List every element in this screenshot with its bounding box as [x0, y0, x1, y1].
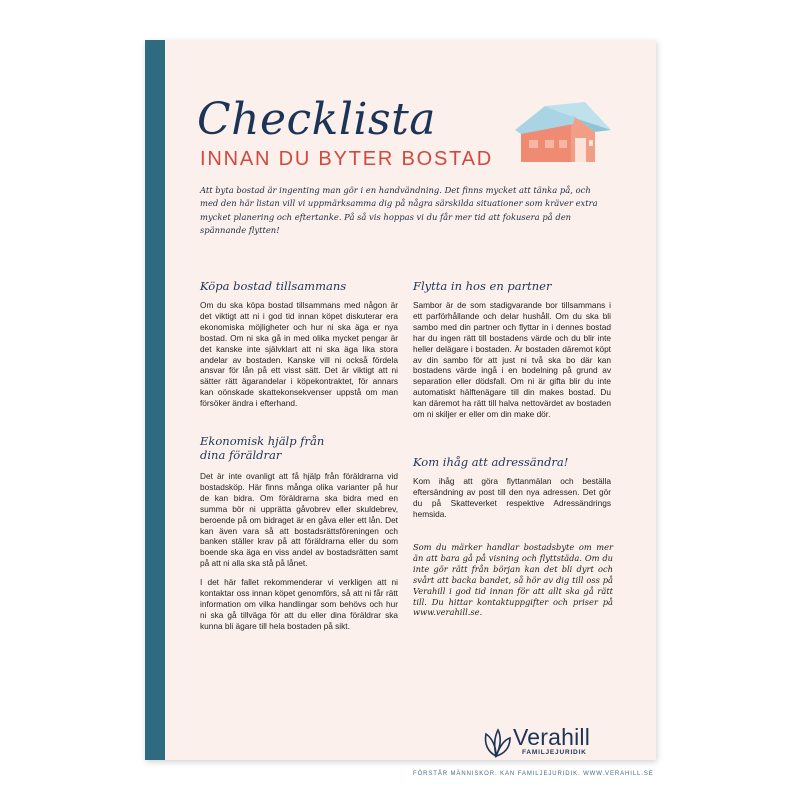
- section-body-kom-ihag: Kom ihåg att göra flyttanmälan och beställa eftersändning av post till den nya adressen. Det gör du på Skatteverket respektive Adressändrings hemsida.: [413, 476, 611, 519]
- section-heading-ekonomisk: Ekonomisk hjälp från dina föräldrar: [200, 434, 325, 462]
- intro-text: Att byta bostad är ingenting man gör i en handvändning. Det finns mycket att tänka på, och med den här listan vill vi uppmärksamma dig på några särskilda situationer som kräver extra mycket planering och eftertanke. På så vis hoppas vi du får mer tid att fokusera på den spännande flytten!: [200, 185, 598, 235]
- section-heading-kom-ihag: Kom ihåg att adressändra!: [413, 455, 569, 469]
- section-heading-kopa: Köpa bostad tillsammans: [200, 279, 347, 293]
- section-body-ekonomisk-1: Det är inte ovanligt att få hjälp från föräldrarna vid bostadsköp. Här finns många olika varianter på hur de kan bidra. Om föräldrarna ska bidra med en summa bör ni upprätta gåvobrev eller skuldebrev, beroende på om bidraget är en gåva eller ett lån. Det kan även vara så att bostadsrättsföreningen och banken ställer krav på att föräldrarna eller du som boende ska äga en viss andel av bostadsrätten samt på att ni alla ska stå på lånet.: [200, 471, 398, 569]
- section-body-flytta: Sambor är de som stadigvarande bor tillsammans i ett parförhållande och delar hushåll. Om du ska bli sambo med din partner och flyttar in i dennes bostad har du ingen rätt till bostadens värde och du blir inte heller delägare i bostaden. Är bostaden däremot köpt av din sambo för att just ni två ska bo där kan bostadens värde ingå i en bodelning på grund av separation eller dödsfall. Om ni är gifta blir du inte automatiskt hälftenägare till din makes bostad. Du kan däremot ha rätt till halva nettovärdet av bostaden om ni skiljer er eller om din make dör.: [413, 300, 611, 420]
- verahill-leaf-icon: [480, 728, 512, 758]
- footer-text: FÖRSTÅR MÄNNISKOR. KAN FAMILJEJURIDIK. WWW.VERAHILL.SE: [413, 771, 654, 777]
- brand-name: Verahill: [513, 724, 591, 750]
- document-page: [145, 40, 656, 777]
- section-body-ekonomisk-2: I det här fallet rekommenderar vi verkligen att ni kontaktar oss innan köpet genomförs, så att ni får rätt information om vilka handlingar som behövs och hur ni ska gå tillväga för att du eller dina föräldrar ska kunna bli ägare till hela bostaden på sikt.: [200, 577, 398, 631]
- contact-note: Som du märker handlar bostadsbyte om mer än att bara gå på visning och flyttstäda. Om du inte gör rätt från början kan det bli dyrt och svårt att backa bandet, så hör av dig till oss på Verahill i god tid innan för att allt ska gå rätt till. Du hittar kontaktuppgifter och priser på www.verahill.se.: [413, 542, 613, 618]
- section-body-kopa: Om du ska köpa bostad tillsammans med någon är det viktigt att ni i god tid innan köpet diskuterar era ekonomiska möjligheter och hur ni ska äga er nya bostad. Om ni ska gå in med olika mycket pengar är det kanske inte självklart att ni ska äga lika stora andelar av bostaden. Kanske vill ni också fördela ansvar för lån på ett visst sätt. Det är viktigt att ni sätter rätt ägarandelar i köpekontraktet, för annars kan oönskade skattekonsekvenser uppstå om man försöker ändra i efterhand.: [200, 300, 398, 409]
- section-heading-flytta: Flytta in hos en partner: [413, 279, 552, 293]
- brand-tagline: FAMILJEJURIDIK: [522, 749, 587, 756]
- page-spine: [145, 40, 165, 760]
- house-icon: [515, 102, 615, 164]
- page-subtitle: INNAN DU BYTER BOSTAD: [200, 148, 494, 170]
- page-title: Checklista: [197, 94, 436, 145]
